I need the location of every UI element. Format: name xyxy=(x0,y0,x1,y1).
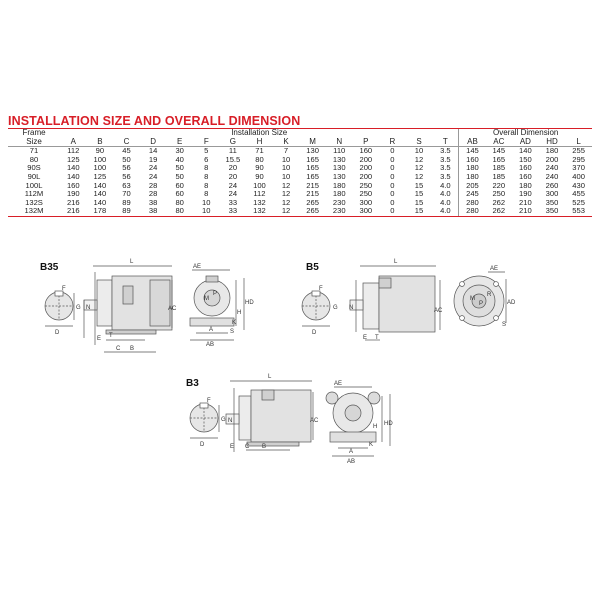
table-cell: 210 xyxy=(512,207,539,216)
table-cell: 50 xyxy=(122,155,131,164)
b5-dim-label-e: E xyxy=(363,335,368,341)
table-cell: 12 xyxy=(414,164,424,173)
table-cell: 24 xyxy=(228,181,238,190)
table-cell: 165 xyxy=(306,164,319,173)
table-cell: 140 xyxy=(93,190,107,199)
table-cell: 71 xyxy=(255,146,264,156)
table-cell: 112 xyxy=(67,146,80,156)
table-cell: 215 xyxy=(306,181,319,190)
table-cell: 215 xyxy=(306,190,319,199)
b3-dim-label-n: N xyxy=(228,418,233,424)
table-cell: 265 xyxy=(299,207,326,216)
table-cell: 24 xyxy=(228,190,238,199)
table-cell: 10 xyxy=(202,198,211,207)
table-cell: 180 xyxy=(545,146,559,156)
table-cell: 24 xyxy=(148,172,158,181)
table-cell: 165 xyxy=(492,155,506,164)
table-cell: 24 xyxy=(148,164,158,173)
table-cell: 245 xyxy=(459,190,486,199)
table-cell: 4.0 xyxy=(432,207,459,216)
table-cell: 8 xyxy=(204,190,209,199)
table-cell: 0 xyxy=(390,155,395,164)
table-cell: 110 xyxy=(333,146,346,156)
table-cell: 220 xyxy=(492,181,506,190)
b5-dim-label-r: R xyxy=(487,292,492,298)
table-cell: 12 xyxy=(281,181,291,190)
table-cell: 255 xyxy=(572,146,585,156)
dim-label-a: A xyxy=(209,327,214,333)
table-cell: 260 xyxy=(545,181,559,190)
table-cell: 10 xyxy=(281,164,291,173)
table-cell: 3.5 xyxy=(440,172,451,181)
table-cell: 180 xyxy=(459,173,486,182)
table-cell: 250 xyxy=(492,190,506,199)
table-cell: 80 xyxy=(175,198,184,207)
table-cell: 178 xyxy=(87,207,114,216)
table-cell: 350 xyxy=(539,207,566,216)
table-cell: 12 xyxy=(273,207,300,216)
table-cell: 400 xyxy=(572,172,585,181)
table-cell: 8 xyxy=(204,164,209,173)
table-cell: 160 xyxy=(66,181,80,190)
dim-label-m: M xyxy=(204,296,209,302)
table-cell: 262 xyxy=(486,207,513,216)
table-cell: 4.0 xyxy=(440,190,451,199)
table-cell: 0 xyxy=(390,190,395,199)
dim-label-ab: AB xyxy=(206,342,215,348)
table-cell: 50 xyxy=(175,172,184,181)
column-header-b: B xyxy=(87,138,114,147)
column-header-r: R xyxy=(379,138,406,147)
dim-label-t: T xyxy=(109,333,113,339)
table-cell: 525 xyxy=(572,198,585,207)
b3-dim-label-h: H xyxy=(373,424,378,430)
view-label-b3: B3 xyxy=(186,378,199,389)
b35-shaft-section xyxy=(45,291,74,326)
table-cell: 28 xyxy=(148,181,158,190)
table-cell: 180 xyxy=(332,190,346,199)
table-cell: 28 xyxy=(148,190,158,199)
column-header-g: G xyxy=(220,138,247,147)
dim-label-k: K xyxy=(232,320,237,326)
table-cell: 100 xyxy=(253,181,266,190)
table-cell: 280 xyxy=(459,199,486,208)
dim-label-d: D xyxy=(55,330,60,336)
table-cell: 250 xyxy=(359,181,373,190)
table-cell: 180 xyxy=(519,181,532,190)
column-header-d: D xyxy=(140,138,167,147)
table-cell: 4.0 xyxy=(440,181,451,190)
table-cell: 230 xyxy=(326,207,353,216)
dim-label-ac: AC xyxy=(168,306,177,312)
table-cell: 12 xyxy=(281,198,291,207)
b3-dim-label-k: K xyxy=(369,442,374,448)
b5-dim-label-l: L xyxy=(394,259,398,265)
table-cell: 132 xyxy=(246,207,273,216)
table-cell: 15 xyxy=(414,198,424,207)
table-cell: 56 xyxy=(122,164,131,173)
table-cell: 0 xyxy=(390,198,395,207)
table-cell: 56 xyxy=(122,172,131,181)
table-cell: 125 xyxy=(93,172,107,181)
b5-dim-label-ac: AC xyxy=(434,308,443,314)
b5-shaft-section xyxy=(302,291,330,326)
b3-dim-label-e: E xyxy=(230,444,235,450)
column-header-a: A xyxy=(60,138,87,147)
b3-dim-label-l: L xyxy=(268,374,272,380)
table-cell: 33 xyxy=(228,198,238,207)
dim-label-s: S xyxy=(230,329,235,335)
table-cell: 280 xyxy=(459,207,486,216)
table-cell: 30 xyxy=(175,146,184,156)
dim-label-e: E xyxy=(97,336,102,342)
column-header-l: L xyxy=(565,138,592,147)
b5-side-view xyxy=(350,266,440,340)
table-cell: 210 xyxy=(519,198,532,207)
frame-size-cell: 90S xyxy=(27,164,41,173)
dim-label-hd: HD xyxy=(245,300,254,306)
dim-label-b: B xyxy=(130,346,135,352)
b5-end-view xyxy=(454,272,506,326)
frame-size-cell: 90L xyxy=(27,172,41,181)
table-cell: 90 xyxy=(95,146,105,156)
column-header-h: H xyxy=(246,138,273,147)
table-cell: 216 xyxy=(60,207,87,216)
table-cell: 15 xyxy=(406,207,433,216)
table-cell: 160 xyxy=(459,156,486,165)
table-cell: 216 xyxy=(66,198,80,207)
table-cell: 5 xyxy=(204,146,209,156)
table-cell: 12 xyxy=(414,155,424,164)
dim-label-f: F xyxy=(62,286,66,292)
table-cell: 38 xyxy=(140,207,167,216)
frame-header-line1: Frame xyxy=(8,129,60,138)
table-cell: 130 xyxy=(332,155,346,164)
table-cell: 370 xyxy=(572,164,585,173)
dim-label-g: G xyxy=(76,305,81,311)
table-cell: 33 xyxy=(220,207,247,216)
column-header-n: N xyxy=(326,138,353,147)
b35-end-view xyxy=(190,270,244,340)
b3-dim-label-f: F xyxy=(207,398,211,404)
b3-dim-label-c: C xyxy=(245,444,250,450)
frame-size-cell: 100L xyxy=(25,181,43,190)
table-cell: 140 xyxy=(66,164,80,173)
table-cell: 0 xyxy=(379,207,406,216)
frame-size-cell: 112M xyxy=(24,190,44,199)
b5-dim-label-f: F xyxy=(319,286,323,292)
frame-size-cell: 80 xyxy=(29,155,39,164)
table-cell: 14 xyxy=(148,146,158,156)
column-header-ab: AB xyxy=(459,138,486,147)
table-cell: 80 xyxy=(255,155,264,164)
table-cell: 145 xyxy=(492,146,506,156)
table-cell: 160 xyxy=(519,172,532,181)
table-cell: 3.5 xyxy=(440,146,451,156)
table-cell: 80 xyxy=(166,207,193,216)
table-cell: 200 xyxy=(545,155,559,164)
b3-dim-label-ae: AE xyxy=(334,381,343,387)
b5-dim-label-s: S xyxy=(502,322,507,328)
table-cell: 180 xyxy=(332,181,346,190)
table-cell: 185 xyxy=(492,172,506,181)
b5-dim-label-m: M xyxy=(470,296,475,302)
table-cell: 140 xyxy=(519,146,532,156)
table-cell: 185 xyxy=(492,164,506,173)
table-cell: 12 xyxy=(414,172,424,181)
table-cell: 0 xyxy=(390,181,395,190)
b3-side-view xyxy=(226,381,313,452)
table-cell: 295 xyxy=(572,155,585,164)
dim-label-h: H xyxy=(237,310,242,316)
table-cell: 15.5 xyxy=(225,155,241,164)
table-cell: 15 xyxy=(414,190,424,199)
table-cell: 20 xyxy=(228,172,238,181)
b5-dim-label-n: N xyxy=(349,305,354,311)
b5-dim-label-t: T xyxy=(375,335,379,341)
table-cell: 165 xyxy=(306,155,319,164)
b3-dim-label-ac: AC xyxy=(310,418,319,424)
b5-dim-label-ad: AD xyxy=(507,300,516,306)
column-header-s: S xyxy=(406,138,433,147)
column-header-f: F xyxy=(193,138,220,147)
b3-end-view xyxy=(326,387,390,456)
table-cell: 262 xyxy=(492,198,506,207)
table-cell: 10 xyxy=(281,172,291,181)
view-label-b5: B5 xyxy=(306,262,319,273)
b5-dim-label-d: D xyxy=(312,330,317,336)
table-cell: 150 xyxy=(519,155,532,164)
b3-dim-label-ab: AB xyxy=(347,459,356,465)
table-cell: 300 xyxy=(353,207,380,216)
table-cell: 0 xyxy=(390,164,395,173)
table-cell: 430 xyxy=(572,181,585,190)
table-cell: 60 xyxy=(175,190,184,199)
table-cell: 3.5 xyxy=(440,155,451,164)
column-header-ad: AD xyxy=(512,138,539,147)
table-cell: 300 xyxy=(359,198,373,207)
table-cell: 140 xyxy=(93,181,107,190)
table-cell: 455 xyxy=(572,190,585,199)
table-cell: 89 xyxy=(113,207,140,216)
table-cell: 205 xyxy=(459,182,486,191)
table-cell: 10 xyxy=(193,207,220,216)
column-header-e: E xyxy=(166,138,193,147)
column-header-p: P xyxy=(353,138,380,147)
table-cell: 19 xyxy=(148,155,158,164)
table-cell: 200 xyxy=(359,172,373,181)
table-cell: 160 xyxy=(359,146,373,156)
table-cell: 100 xyxy=(93,155,107,164)
table-cell: 130 xyxy=(332,172,346,181)
table-cell: 60 xyxy=(175,181,184,190)
table-cell: 89 xyxy=(122,198,131,207)
table-cell: 0 xyxy=(390,146,395,156)
table-cell: 8 xyxy=(204,181,209,190)
table-cell: 553 xyxy=(565,207,592,216)
b5-dim-label-ae: AE xyxy=(490,266,499,272)
table-cell: 8 xyxy=(204,172,209,181)
table-cell: 10 xyxy=(281,155,291,164)
b3-dim-label-a: A xyxy=(349,449,354,455)
table-cell: 300 xyxy=(545,190,559,199)
table-cell: 140 xyxy=(66,172,80,181)
table-cell: 165 xyxy=(306,172,319,181)
table-cell: 3.5 xyxy=(440,164,451,173)
table-cell: 20 xyxy=(228,164,238,173)
table-cell: 90 xyxy=(255,164,264,173)
dim-label-ae: AE xyxy=(193,264,202,270)
dim-label-c: C xyxy=(116,346,121,352)
table-cell: 4.0 xyxy=(440,198,451,207)
table-cell: 45 xyxy=(122,146,131,156)
view-label-b35: B35 xyxy=(40,262,59,273)
table-cell: 190 xyxy=(519,190,532,199)
b3-dim-label-g: G xyxy=(221,417,226,423)
column-header-m: M xyxy=(299,138,326,147)
column-header-hd: HD xyxy=(539,138,566,147)
table-cell: 7 xyxy=(283,146,289,156)
table-cell: 200 xyxy=(359,155,373,164)
table-cell: 0 xyxy=(390,172,395,181)
frame-size-cell: 132S xyxy=(25,198,43,207)
overall-dimension-header: Overall Dimension xyxy=(459,129,592,138)
table-cell: 200 xyxy=(359,164,373,173)
table-cell: 11 xyxy=(228,146,237,156)
table-cell: 130 xyxy=(332,164,346,173)
table-cell: 145 xyxy=(459,147,486,156)
table-cell: 63 xyxy=(122,181,131,190)
table-cell: 350 xyxy=(545,198,559,207)
table-cell: 132 xyxy=(253,198,266,207)
column-header-k: K xyxy=(273,138,300,147)
table-cell: 230 xyxy=(332,198,346,207)
table-cell: 12 xyxy=(281,190,291,199)
table-cell: 15 xyxy=(414,181,424,190)
table-cell: 180 xyxy=(459,164,486,173)
table-cell: 240 xyxy=(545,172,559,181)
dim-label-n: N xyxy=(86,305,91,311)
table-cell: 6 xyxy=(204,155,209,164)
table-cell: 250 xyxy=(359,190,373,199)
table-cell: 38 xyxy=(148,198,158,207)
b3-dim-label-d: D xyxy=(200,442,205,448)
table-cell: 265 xyxy=(306,198,319,207)
table-cell: 130 xyxy=(306,146,319,156)
b3-dim-label-hd: HD xyxy=(384,421,393,427)
table-cell: 190 xyxy=(66,190,80,199)
column-header-ac: AC xyxy=(486,138,513,147)
table-cell: 40 xyxy=(175,155,184,164)
frame-size-cell: 71 xyxy=(29,146,39,156)
table-cell: 140 xyxy=(93,198,107,207)
b5-dim-label-g: G xyxy=(333,305,338,311)
b3-shaft-section xyxy=(190,403,219,438)
table-cell: 112 xyxy=(253,190,266,199)
page-title: INSTALLATION SIZE AND OVERALL DIMENSION xyxy=(8,114,301,128)
table-cell: 90 xyxy=(255,172,264,181)
frame-size-cell: 132M xyxy=(8,207,60,216)
table-cell: 240 xyxy=(545,164,559,173)
b5-dim-label-p: P xyxy=(479,301,484,307)
table-cell: 70 xyxy=(122,190,131,199)
table-cell: 10 xyxy=(414,146,424,156)
frame-header-line2: Size xyxy=(8,138,60,147)
table-cell: 100 xyxy=(93,164,107,173)
table-cell: 160 xyxy=(519,164,532,173)
b3-dim-label-b: B xyxy=(262,444,267,450)
column-header-c: C xyxy=(113,138,140,147)
dim-label-p: P xyxy=(213,291,218,297)
table-cell: 50 xyxy=(175,164,184,173)
column-header-t: T xyxy=(432,138,459,147)
table-cell: 125 xyxy=(66,155,80,164)
dim-label-l: L xyxy=(130,259,134,265)
installation-size-header: Installation Size xyxy=(60,129,459,138)
